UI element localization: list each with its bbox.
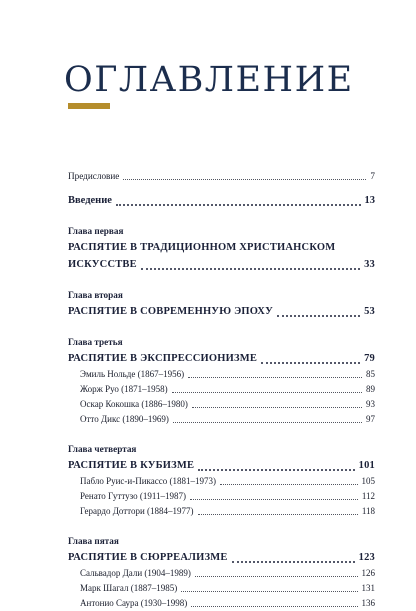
chapter-title: РАСПЯТИЕ В СЮРРЕАЛИЗМЕ	[68, 552, 228, 563]
toc-page-number: 53	[364, 306, 375, 317]
toc-subentry[interactable]	[68, 382, 375, 397]
dot-leader	[123, 170, 366, 180]
dot-leader	[195, 568, 358, 577]
toc-subentry[interactable]	[68, 397, 375, 412]
toc-page-number: 126	[361, 568, 375, 578]
toc-entry-introduction[interactable]	[68, 192, 375, 209]
toc-subentry[interactable]	[68, 581, 375, 596]
dot-leader	[198, 506, 358, 515]
dot-leader	[116, 194, 361, 206]
toc-entry-chapter-5[interactable]	[68, 549, 375, 566]
toc-entry-label: Сальвадор Дали (1904–1989)	[80, 568, 191, 578]
toc-page-number: 131	[361, 583, 375, 593]
dot-leader	[198, 459, 354, 471]
toc-page-number: 13	[364, 195, 375, 206]
toc-subentry[interactable]	[68, 489, 375, 504]
toc-page-number: 97	[366, 414, 375, 424]
toc-entry-chapter-3[interactable]	[68, 350, 375, 367]
toc-subentry[interactable]	[68, 367, 375, 382]
toc-page-number: 85	[366, 369, 375, 379]
chapter-label: Глава третья	[68, 337, 123, 347]
dot-leader	[141, 258, 360, 270]
chapter-label: Глава пятая	[68, 536, 119, 546]
dot-leader	[192, 399, 362, 408]
toc-page-number: 105	[361, 476, 375, 486]
toc-entry-label: Введение	[68, 195, 112, 206]
toc-page-number: 136	[361, 598, 375, 608]
toc-entry-preface[interactable]	[68, 168, 375, 184]
toc-page-number: 123	[358, 552, 375, 563]
toc-subentry[interactable]	[68, 474, 375, 489]
toc-page-number: 118	[361, 506, 375, 516]
chapter-title: РАСПЯТИЕ В ЭКСПРЕССИОНИЗМЕ	[68, 353, 258, 364]
chapter-title: РАСПЯТИЕ В СОВРЕМЕННУЮ ЭПОХУ	[68, 306, 273, 317]
toc-subentry[interactable]	[68, 504, 375, 519]
dot-leader	[172, 384, 362, 393]
toc-page-number: 112	[361, 491, 375, 501]
toc-entry-chapter-1[interactable]	[68, 256, 375, 273]
dot-leader	[261, 352, 360, 364]
dot-leader	[191, 598, 357, 607]
toc-entry-label: Антонио Саура (1930–1998)	[80, 598, 188, 608]
toc-entry-label: Предисловие	[68, 171, 120, 181]
dot-leader	[277, 305, 360, 317]
toc-page-number: 89	[366, 384, 375, 394]
toc-entry-label: Жорж Руо (1871–1958)	[80, 384, 168, 394]
toc-page-number: 101	[358, 460, 375, 471]
chapter-title-continued: ИСКУССТВЕ	[68, 259, 137, 270]
toc-entry-label: Эмиль Нольде (1867–1956)	[80, 369, 185, 379]
dot-leader	[173, 414, 362, 423]
toc-subentry[interactable]	[68, 412, 375, 427]
dot-leader	[232, 551, 355, 563]
toc-subentry[interactable]	[68, 566, 375, 581]
chapter-label: Глава первая	[68, 226, 124, 236]
toc-entry-label: Пабло Руис-и-Пикассо (1881–1973)	[80, 476, 216, 486]
dot-leader	[188, 369, 362, 378]
dot-leader	[190, 491, 358, 500]
toc-entry-label: Марк Шагал (1887–1985)	[80, 583, 178, 593]
title-accent-rule	[68, 103, 110, 109]
dot-leader	[181, 583, 357, 592]
toc-page-number: 33	[364, 259, 375, 270]
page-title: ОГЛАВЛЕНИЕ	[64, 60, 354, 100]
chapter-title[interactable]: РАСПЯТИЕ В ТРАДИЦИОННОМ ХРИСТИАНСКОМ	[68, 242, 336, 253]
toc-subentry[interactable]	[68, 596, 375, 611]
toc-entry-label: Оскар Кокошка (1886–1980)	[80, 399, 188, 409]
toc-entry-label: Ренато Гуттузо (1911–1987)	[80, 491, 187, 501]
chapter-label: Глава четвертая	[68, 444, 137, 454]
chapter-label: Глава вторая	[68, 290, 123, 300]
toc-entry-chapter-2[interactable]	[68, 303, 375, 320]
toc-page-number: 93	[366, 399, 375, 409]
dot-leader	[220, 476, 358, 485]
chapter-title: РАСПЯТИЕ В КУБИЗМЕ	[68, 460, 195, 471]
toc-entry-label: Отто Дикс (1890–1969)	[80, 414, 169, 424]
toc-page-number: 7	[370, 171, 375, 181]
toc-entry-chapter-4[interactable]	[68, 457, 375, 474]
toc-entry-label: Герардо Доттори (1884–1977)	[80, 506, 194, 516]
toc-page-number: 79	[364, 353, 375, 364]
table-of-contents	[68, 168, 375, 611]
